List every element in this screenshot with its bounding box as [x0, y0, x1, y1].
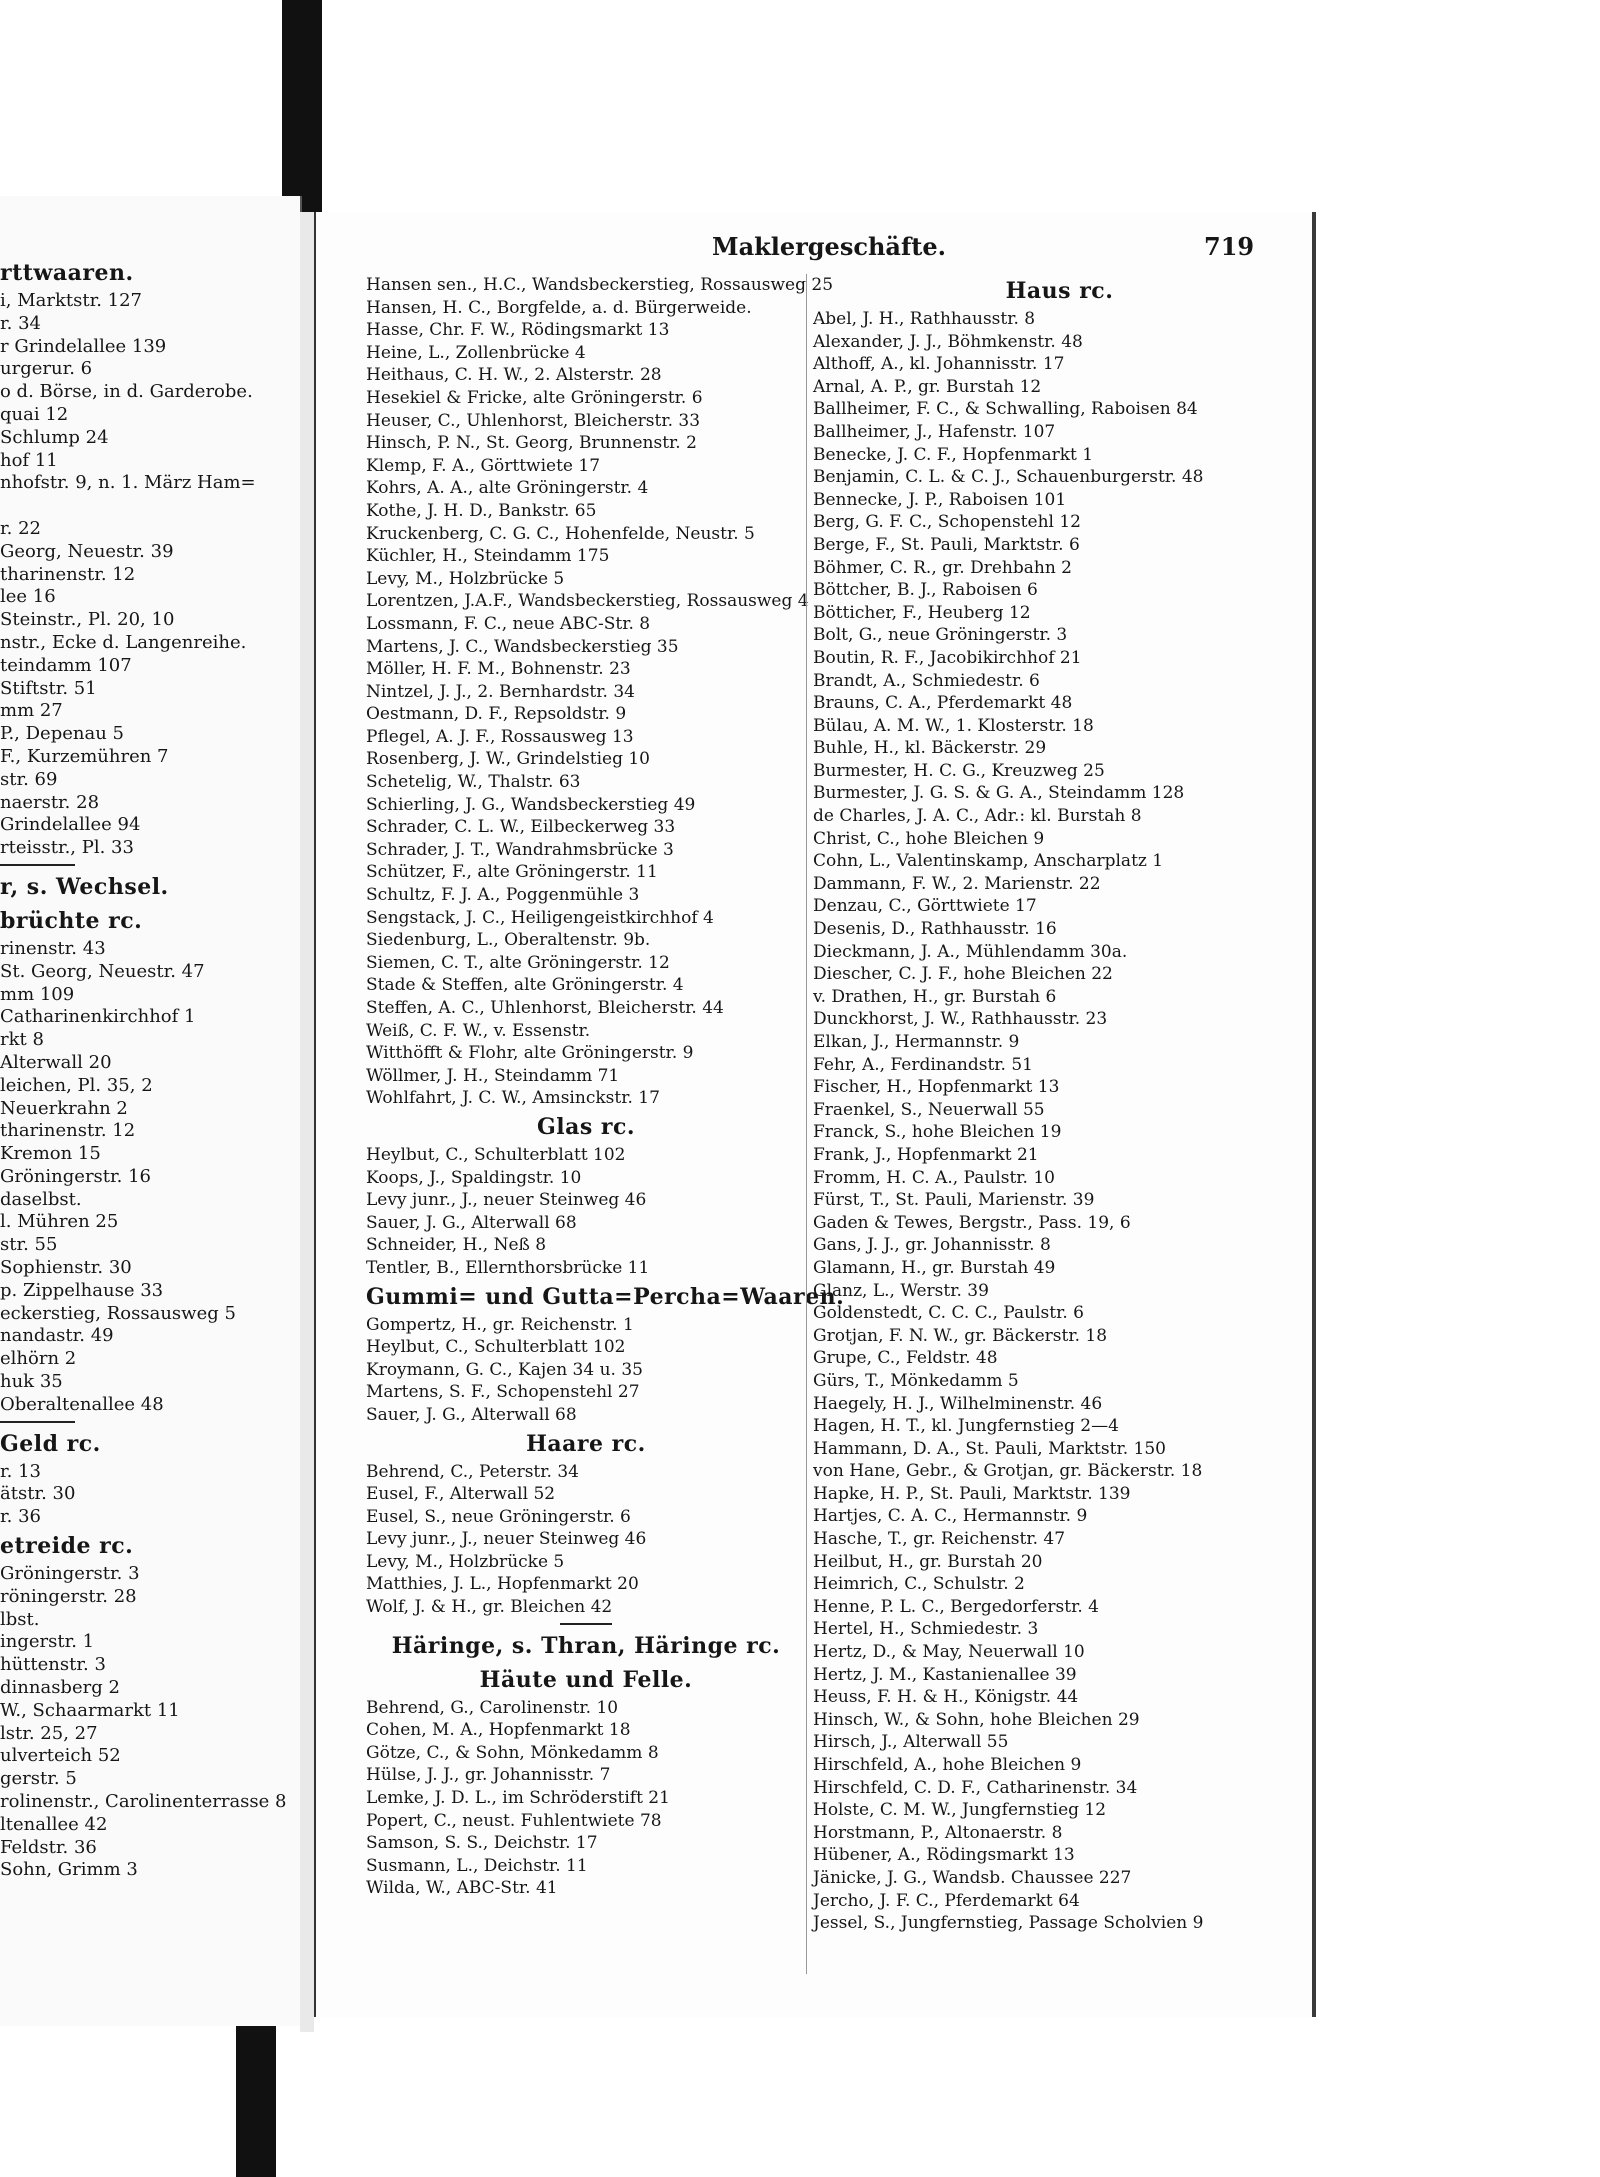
directory-entry: Gürs, T., Mönkedamm 5 — [813, 1370, 1019, 1391]
directory-entry: rinenstr. 43 — [0, 937, 106, 959]
directory-entry: Wilda, W., ABC-Str. 41 — [366, 1878, 558, 1899]
directory-entry: Pflegel, A. J. F., Rossausweg 13 — [366, 726, 634, 747]
directory-entry: tharinenstr. 12 — [0, 563, 136, 585]
directory-entry: hüttenstr. 3 — [0, 1654, 106, 1676]
directory-entry: p. Zippelhause 33 — [0, 1279, 164, 1301]
directory-entry: Heuser, C., Uhlenhorst, Bleicherstr. 33 — [366, 410, 701, 431]
directory-entry: Martens, S. F., Schopenstehl 27 — [366, 1382, 640, 1403]
directory-entry: Lossmann, F. C., neue ABC-Str. 8 — [366, 613, 651, 634]
directory-entry: Kroymann, G. C., Kajen 34 u. 35 — [366, 1359, 643, 1380]
directory-entry: Heimrich, C., Schulstr. 2 — [813, 1574, 1025, 1595]
directory-entry: Küchler, H., Steindamm 175 — [366, 546, 610, 567]
directory-entry: Bötticher, F., Heuberg 12 — [813, 602, 1031, 623]
section-heading: Geld rc. — [0, 1430, 101, 1457]
directory-entry: Franck, S., hohe Bleichen 19 — [813, 1122, 1062, 1143]
directory-entry: daselbst. — [0, 1188, 82, 1210]
directory-entry: Hansen sen., H.C., Wandsbeckerstieg, Rossausweg 25 — [366, 275, 834, 295]
directory-entry: Bolt, G., neue Gröningerstr. 3 — [813, 625, 1068, 646]
directory-entry: Burmester, J. G. S. & G. A., Steindamm 128 — [813, 783, 1185, 804]
directory-entry: r. 22 — [0, 517, 41, 539]
directory-entry: Hertel, H., Schmiedestr. 3 — [813, 1619, 1039, 1640]
directory-entry: Levy junr., J., neuer Steinweg 46 — [366, 1190, 647, 1211]
directory-entry: Hirschfeld, A., hohe Bleichen 9 — [813, 1755, 1082, 1775]
directory-entry: Levy junr., J., neuer Steinweg 46 — [366, 1529, 647, 1550]
section-divider — [0, 1417, 300, 1427]
directory-entry: Brauns, C. A., Pferdemarkt 48 — [813, 693, 1073, 714]
right-page — [314, 212, 1316, 2017]
directory-entry: Levy, M., Holzbrücke 5 — [366, 568, 565, 589]
directory-entry: Kremon 15 — [0, 1143, 101, 1165]
directory-entry: Sophienstr. 30 — [0, 1257, 132, 1279]
directory-entry: Wohlfahrt, J. C. W., Amsinckstr. 17 — [366, 1088, 660, 1109]
directory-entry: Heilbut, H., gr. Burstah 20 — [813, 1551, 1043, 1572]
section-heading: Haus rc. — [1005, 278, 1114, 304]
directory-entry: Behrend, G., Carolinenstr. 10 — [366, 1697, 619, 1718]
directory-entry: Hasche, T., gr. Reichenstr. 47 — [813, 1529, 1066, 1550]
directory-entry: Diescher, C. J. F., hohe Bleichen 22 — [813, 964, 1113, 985]
directory-entry: Kohrs, A. A., alte Gröningerstr. 4 — [366, 478, 649, 499]
directory-entry: Tentler, B., Ellernthorsbrücke 11 — [366, 1257, 650, 1278]
directory-entry: Henne, P. L. C., Bergedorferstr. 4 — [813, 1596, 1099, 1617]
directory-entry: Hinsch, W., & Sohn, hohe Bleichen 29 — [813, 1709, 1140, 1730]
directory-entry: Horstmann, P., Altonaerstr. 8 — [813, 1822, 1063, 1843]
directory-entry: Schultz, F. J. A., Poggenmühle 3 — [366, 885, 640, 906]
directory-entry: rolinenstr., Carolinenterrasse 8 — [0, 1791, 287, 1813]
directory-entry: Haegely, H. J., Wilhelminenstr. 46 — [813, 1393, 1103, 1414]
directory-entry: teindamm 107 — [0, 654, 132, 676]
directory-entry: leichen, Pl. 35, 2 — [0, 1074, 153, 1096]
directory-entry: Jercho, J. F. C., Pferdemarkt 64 — [813, 1890, 1080, 1911]
directory-entry: Hammann, D. A., St. Pauli, Marktstr. 150 — [813, 1438, 1166, 1459]
section-heading: etreide rc. — [0, 1533, 134, 1560]
directory-entry: naerstr. 28 — [0, 791, 100, 813]
directory-entry: Weiß, C. F. W., v. Essenstr. — [366, 1020, 591, 1041]
directory-entry: Brandt, A., Schmiedestr. 6 — [813, 670, 1040, 691]
directory-entry: Alexander, J. J., Böhmkenstr. 48 — [813, 331, 1083, 352]
directory-entry: rkt 8 — [0, 1029, 44, 1051]
directory-entry: ätstr. 30 — [0, 1483, 76, 1505]
directory-entry: Grindelallee 94 — [0, 814, 141, 836]
section-heading: Glas rc. — [536, 1113, 636, 1140]
directory-entry: nhofstr. 9, n. 1. März Ham= — [0, 472, 256, 494]
directory-entry: Holste, C. M. W., Jungfernstieg 12 — [813, 1800, 1107, 1821]
directory-entry: Schlump 24 — [0, 426, 109, 448]
directory-entry: Feldstr. 36 — [0, 1836, 97, 1858]
directory-entry: r Grindelallee 139 — [0, 335, 167, 357]
directory-entry: Benjamin, C. L. & C. J., Schauenburgerstr. 48 — [813, 467, 1204, 488]
directory-entry: lbst. — [0, 1608, 40, 1630]
directory-entry: Levy, M., Holzbrücke 5 — [366, 1551, 565, 1572]
directory-entry — [0, 495, 300, 518]
directory-entry: Fürst, T., St. Pauli, Marienstr. 39 — [813, 1190, 1095, 1211]
directory-entry: Schetelig, W., Thalstr. 63 — [366, 772, 581, 793]
directory-entry: Bülau, A. M. W., 1. Klosterstr. 18 — [813, 715, 1094, 736]
directory-entry: quai 12 — [0, 403, 69, 425]
directory-entry: Witthöfft & Flohr, alte Gröningerstr. 9 — [366, 1043, 694, 1064]
scan-edge-bottom — [236, 2016, 276, 2177]
directory-entry: Hagen, H. T., kl. Jungfernstieg 2—4 — [813, 1416, 1119, 1437]
directory-entry: W., Schaarmarkt 11 — [0, 1699, 180, 1721]
directory-entry: Christ, C., hohe Bleichen 9 — [813, 828, 1045, 849]
section-heading: Gummi= und Gutta=Percha=Waaren. — [366, 1283, 845, 1310]
directory-entry: Götze, C., & Sohn, Mönkedamm 8 — [366, 1742, 659, 1763]
directory-entry: Jänicke, J. G., Wandsb. Chaussee 227 — [813, 1867, 1132, 1888]
directory-entry: Heylbut, C., Schulterblatt 102 — [366, 1144, 626, 1165]
section-heading: Häringe, s. Thran, Häringe rc. — [391, 1632, 781, 1659]
directory-entry: Steinstr., Pl. 20, 10 — [0, 609, 175, 631]
directory-entry: Möller, H. F. M., Bohnenstr. 23 — [366, 659, 631, 680]
directory-entry: Koops, J., Spaldingstr. 10 — [366, 1167, 582, 1188]
section-heading: brüchte rc. — [0, 907, 143, 934]
directory-entry: r. 36 — [0, 1506, 41, 1528]
directory-entry: Desenis, D., Rathhausstr. 16 — [813, 919, 1057, 940]
directory-entry: o d. Börse, in d. Garderobe. — [0, 381, 253, 403]
directory-entry: ingerstr. 1 — [0, 1631, 95, 1653]
directory-entry: Catharinenkirchhof 1 — [0, 1006, 196, 1028]
directory-entry: eckerstieg, Rossausweg 5 — [0, 1302, 236, 1324]
directory-entry: Heuss, F. H. & H., Königstr. 44 — [813, 1687, 1079, 1708]
directory-entry: Heylbut, C., Schulterblatt 102 — [366, 1337, 626, 1358]
directory-entry: str. 55 — [0, 1234, 58, 1256]
directory-entry: Grupe, C., Feldstr. 48 — [813, 1348, 998, 1369]
directory-entry: Schützer, F., alte Gröningerstr. 11 — [366, 862, 658, 883]
directory-entry: urgerur. 6 — [0, 358, 93, 380]
section-divider — [0, 860, 300, 870]
book-gutter — [300, 212, 314, 2032]
directory-entry: Elkan, J., Hermannstr. 9 — [813, 1032, 1020, 1052]
directory-entry: lee 16 — [0, 586, 56, 608]
directory-entry: Cohen, M. A., Hopfenmarkt 18 — [366, 1720, 631, 1741]
directory-entry: mm 109 — [0, 983, 75, 1005]
directory-entry: Benecke, J. C. F., Hopfenmarkt 1 — [813, 444, 1094, 465]
directory-entry: Bennecke, J. P., Raboisen 101 — [813, 489, 1067, 510]
directory-entry: Hapke, H. P., St. Pauli, Marktstr. 139 — [813, 1483, 1131, 1504]
directory-entry: Grotjan, F. N. W., gr. Bäckerstr. 18 — [813, 1325, 1108, 1346]
directory-entry: Georg, Neuestr. 39 — [0, 540, 174, 562]
directory-entry: str. 69 — [0, 768, 58, 790]
directory-entry: Gans, J. J., gr. Johannisstr. 8 — [813, 1235, 1051, 1256]
directory-entry: Hübener, A., Rödingsmarkt 13 — [813, 1845, 1075, 1866]
directory-entry: Steffen, A. C., Uhlenhorst, Bleicherstr. 44 — [366, 998, 724, 1018]
directory-entry: rteisstr., Pl. 33 — [0, 837, 134, 859]
directory-entry: Ballheimer, J., Hafenstr. 107 — [813, 421, 1056, 442]
directory-entry: Eusel, F., Alterwall 52 — [366, 1484, 556, 1505]
directory-entry: Rosenberg, J. W., Grindelstieg 10 — [366, 749, 650, 770]
directory-entry: ulverteich 52 — [0, 1745, 121, 1767]
directory-entry: Hirsch, J., Alterwall 55 — [813, 1732, 1009, 1753]
directory-entry: nandastr. 49 — [0, 1325, 114, 1347]
directory-entry: r. 34 — [0, 312, 41, 334]
directory-entry: Fraenkel, S., Neuerwall 55 — [813, 1099, 1045, 1120]
directory-entry: Susmann, L., Deichstr. 11 — [366, 1855, 588, 1876]
directory-column-2 — [806, 274, 1306, 1974]
directory-entry: l. Mühren 25 — [0, 1211, 119, 1233]
directory-column-1 — [366, 274, 845, 1900]
directory-entry: mm 27 — [0, 700, 63, 722]
directory-entry: Goldenstedt, C. C. C., Paulstr. 6 — [813, 1303, 1084, 1324]
directory-entry: Oberaltenallee 48 — [0, 1393, 164, 1415]
directory-entry: Nintzel, J. J., 2. Bernhardstr. 34 — [366, 681, 635, 702]
directory-entry: Hesekiel & Fricke, alte Gröningerstr. 6 — [366, 387, 703, 408]
directory-entry: Hertz, D., & May, Neuerwall 10 — [813, 1642, 1085, 1663]
directory-entry: lstr. 25, 27 — [0, 1722, 98, 1744]
directory-entry: Böhmer, C. R., gr. Drehbahn 2 — [813, 557, 1072, 578]
directory-entry: Gompertz, H., gr. Reichenstr. 1 — [366, 1314, 634, 1335]
directory-entry: de Charles, J. A. C., Adr.: kl. Burstah 8 — [813, 806, 1142, 827]
directory-entry: dinnasberg 2 — [0, 1677, 120, 1699]
directory-entry: Schierling, J. G., Wandsbeckerstieg 49 — [366, 794, 696, 815]
directory-entry: Glanz, L., Werstr. 39 — [813, 1280, 989, 1301]
directory-entry: Gröningerstr. 3 — [0, 1563, 140, 1585]
directory-entry: Buhle, H., kl. Bäckerstr. 29 — [813, 738, 1047, 759]
section-heading: r, s. Wechsel. — [0, 873, 169, 900]
section-heading: Haare rc. — [526, 1430, 646, 1457]
directory-entry: Alterwall 20 — [0, 1051, 112, 1073]
directory-entry: Hülse, J. J., gr. Johannisstr. 7 — [366, 1765, 611, 1786]
directory-entry: tharinenstr. 12 — [0, 1120, 136, 1142]
directory-entry: Böttcher, B. J., Raboisen 6 — [813, 580, 1038, 601]
directory-entry: Hansen, H. C., Borgfelde, a. d. Bürgerweide. — [366, 297, 752, 318]
directory-entry: Stade & Steffen, alte Gröningerstr. 4 — [366, 975, 684, 996]
directory-entry: Burmester, H. C. G., Kreuzweg 25 — [813, 760, 1105, 781]
directory-entry: Dieckmann, J. A., Mühlendamm 30a. — [813, 941, 1128, 962]
directory-entry: Lemke, J. D. L., im Schröderstift 21 — [366, 1788, 670, 1809]
directory-entry: Lorentzen, J.A.F., Wandsbeckerstieg, Rossausweg 4 — [366, 591, 809, 612]
directory-entry: Dunckhorst, J. W., Rathhausstr. 23 — [813, 1009, 1108, 1030]
directory-entry: Fehr, A., Ferdinandstr. 51 — [813, 1054, 1033, 1075]
directory-entry: i, Marktstr. 127 — [0, 290, 143, 311]
directory-entry: Behrend, C., Peterstr. 34 — [366, 1461, 579, 1482]
directory-entry: Sengstack, J. C., Heiligengeistkirchhof 4 — [366, 907, 714, 928]
directory-entry: v. Drathen, H., gr. Burstah 6 — [813, 986, 1057, 1007]
directory-entry: Dammann, F. W., 2. Marienstr. 22 — [813, 873, 1101, 894]
section-divider — [366, 1619, 806, 1629]
directory-entry: nstr., Ecke d. Langenreihe. — [0, 631, 247, 653]
directory-entry: Klemp, F. A., Görttwiete 17 — [366, 455, 601, 476]
directory-entry: Hasse, Chr. F. W., Rödingsmarkt 13 — [366, 320, 670, 341]
directory-entry: gerstr. 5 — [0, 1768, 77, 1790]
directory-entry: Wolf, J. & H., gr. Bleichen 42 — [366, 1597, 613, 1618]
directory-entry: r. 13 — [0, 1460, 41, 1482]
directory-entry: elhörn 2 — [0, 1348, 77, 1370]
directory-entry: Eusel, S., neue Gröningerstr. 6 — [366, 1506, 631, 1527]
directory-entry: Arnal, A. P., gr. Burstah 12 — [813, 376, 1042, 397]
section-heading: Häute und Felle. — [479, 1666, 693, 1693]
directory-entry: Samson, S. S., Deichstr. 17 — [366, 1833, 598, 1854]
directory-entry: Hartjes, C. A. C., Hermannstr. 9 — [813, 1506, 1088, 1527]
directory-entry: Gaden & Tewes, Bergstr., Pass. 19, 6 — [813, 1212, 1131, 1233]
directory-entry: Frank, J., Hopfenmarkt 21 — [813, 1144, 1039, 1165]
directory-entry: Abel, J. H., Rathhausstr. 8 — [813, 309, 1036, 329]
directory-entry: Neuerkrahn 2 — [0, 1097, 128, 1119]
directory-entry: röningerstr. 28 — [0, 1585, 137, 1607]
directory-entry: huk 35 — [0, 1371, 63, 1393]
directory-entry: Oestmann, D. F., Repsoldstr. 9 — [366, 704, 627, 725]
directory-entry: von Hane, Gebr., & Grotjan, gr. Bäckerstr. 18 — [813, 1461, 1203, 1482]
directory-entry: Denzau, C., Görttwiete 17 — [813, 896, 1037, 917]
directory-entry: Hirschfeld, C. D. F., Catharinenstr. 34 — [813, 1777, 1138, 1798]
directory-entry: Hertz, J. M., Kastanienallee 39 — [813, 1664, 1077, 1685]
directory-entry: Kothe, J. H. D., Bankstr. 65 — [366, 500, 597, 521]
directory-entry: F., Kurzemühren 7 — [0, 745, 169, 767]
directory-entry: Sohn, Grimm 3 — [0, 1859, 138, 1881]
directory-entry: Cohn, L., Valentinskamp, Anscharplatz 1 — [813, 851, 1164, 872]
left-page-column — [0, 256, 300, 1882]
directory-entry: Hinsch, P. N., St. Georg, Brunnenstr. 2 — [366, 433, 697, 454]
directory-entry: ltenallee 42 — [0, 1813, 108, 1835]
directory-entry: Heithaus, C. H. W., 2. Alsterstr. 28 — [366, 365, 662, 386]
directory-entry: Heine, L., Zollenbrücke 4 — [366, 342, 586, 363]
scan-edge-top — [282, 0, 322, 214]
directory-entry: Martens, J. C., Wandsbeckerstieg 35 — [366, 636, 679, 657]
directory-entry: Jessel, S., Jungfernstieg, Passage Scholvien 9 — [813, 1913, 1204, 1934]
directory-entry: Gröningerstr. 16 — [0, 1165, 151, 1187]
directory-entry: Ballheimer, F. C., & Schwalling, Raboisen 84 — [813, 399, 1198, 420]
directory-entry: Berge, F., St. Pauli, Marktstr. 6 — [813, 534, 1080, 555]
page-number: 719 — [1204, 232, 1255, 261]
directory-entry: St. Georg, Neuestr. 47 — [0, 960, 205, 982]
directory-entry: Schrader, C. L. W., Eilbeckerweg 33 — [366, 817, 676, 838]
directory-entry: Fromm, H. C. A., Paulstr. 10 — [813, 1167, 1055, 1188]
directory-entry: Glamann, H., gr. Burstah 49 — [813, 1257, 1056, 1278]
left-page — [0, 196, 302, 2026]
directory-entry: Matthies, J. L., Hopfenmarkt 20 — [366, 1574, 639, 1595]
directory-entry: Sauer, J. G., Alterwall 68 — [366, 1404, 577, 1425]
directory-entry: Boutin, R. F., Jacobikirchhof 21 — [813, 647, 1082, 668]
directory-entry: Stiftstr. 51 — [0, 677, 97, 699]
directory-entry: Siemen, C. T., alte Gröningerstr. 12 — [366, 952, 670, 973]
directory-entry: Schrader, J. T., Wandrahmsbrücke 3 — [366, 839, 674, 860]
directory-entry: Popert, C., neust. Fuhlentwiete 78 — [366, 1810, 662, 1831]
directory-entry: Schneider, H., Neß 8 — [366, 1235, 547, 1256]
directory-entry: Siedenburg, L., Oberaltenstr. 9b. — [366, 930, 651, 951]
directory-entry: Sauer, J. G., Alterwall 68 — [366, 1212, 577, 1233]
running-title: Maklergeschäfte. — [712, 232, 946, 261]
section-heading: rttwaaren. — [0, 260, 134, 286]
directory-entry: hof 11 — [0, 449, 58, 471]
directory-entry: Fischer, H., Hopfenmarkt 13 — [813, 1077, 1060, 1098]
directory-entry: Althoff, A., kl. Johannisstr. 17 — [813, 354, 1065, 375]
directory-entry: Wöllmer, J. H., Steindamm 71 — [366, 1065, 620, 1086]
directory-entry: Berg, G. F. C., Schopenstehl 12 — [813, 512, 1081, 533]
directory-entry: P., Depenau 5 — [0, 723, 124, 745]
directory-entry: Kruckenberg, C. G. C., Hohenfelde, Neustr. 5 — [366, 523, 755, 544]
